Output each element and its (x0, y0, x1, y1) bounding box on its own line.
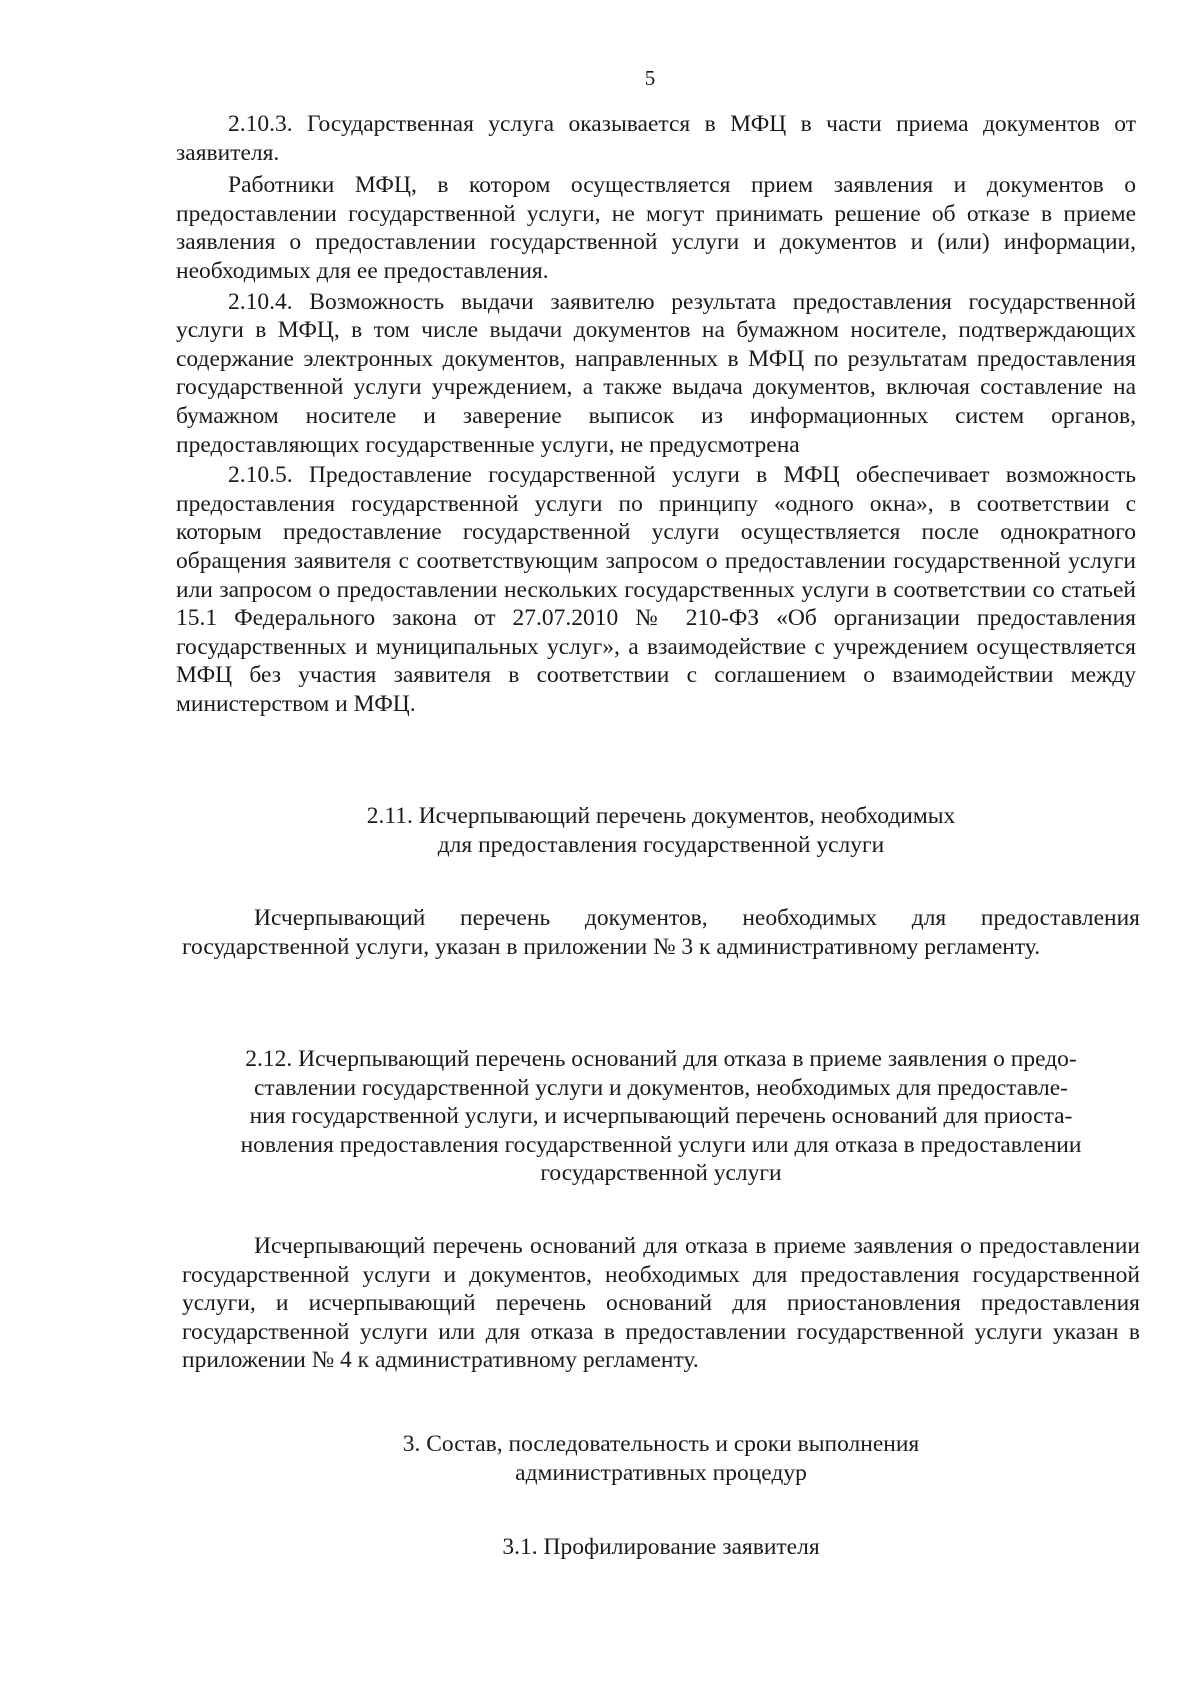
paragraph-2-11: Исчерпывающий перечень документов, необходимых для предоставления государственной услуги, указан в приложении № 3 к административному регламенту. (182, 905, 1140, 960)
section-2-12-text (182, 1232, 1140, 1375)
paragraph-mfc-workers: Работники МФЦ, в котором осуществляется прием заявления и документов о предоставлении государственной услуги, не могут принимать решение об отказе в приеме заявления о предоставлении государственной услуги и документов и (или) информации, необходимых для ее предоставления. (176, 172, 1136, 284)
heading-line: административных процедур (515, 1459, 807, 1486)
paragraph-2-10-4: 2.10.4. Возможность выдачи заявителю результата предоставления государственной услуги в МФЦ, в том числе выдачи документов на бумажном носителе, подтверждающих содержание электронных документов, направленных в МФЦ по результатам предоставления государственной услуги учреждением, а также выдача документов, включая составление на бумажном носителе и заверение выписок из информационных систем органов, предоставляющих государственные услуги, не предусмотрена (176, 288, 1136, 458)
heading-3-1: 3.1. Профилирование заявителя (502, 1534, 820, 1560)
heading-line: 2.11. Исчерпывающий перечень документов, необходимых (366, 803, 956, 829)
heading-line: ставлении государственной услуги и документов, необходимых для предоставле- (253, 1074, 1069, 1101)
page-number: 5 (644, 66, 656, 90)
section-2-11-text (182, 904, 1140, 961)
paragraph-2-10-5: 2.10.5. Предоставление государственной услуги в МФЦ обеспечивает возможность предоставления государственной услуги по принципу «одного окна», в соответствии с которым предоставление государственной услуги осуществляется после однократного обращения заявителя с соответствующим запросом о предоставлении государственной услуги или запросом о предоставлении нескольких государственных услуги в соответствии со статьей 15.1 Федерального закона от 27.07.2010 № 210-ФЗ «Об организации предоставления государственных и муниципальных услуг», а взаимодействие с учреждением осуществляется МФЦ без участия заявителя в соответствии с соглашением о взаимодействии между министерством и МФЦ. (176, 462, 1136, 717)
heading-line: государственной услуги (540, 1160, 782, 1187)
section-2-12-heading (182, 1045, 1140, 1188)
heading-line: 2.12. Исчерпывающий перечень оснований для отказа в приеме заявления о предо- (245, 1046, 1077, 1072)
heading-line: ния государственной услуги, и исчерпывающий перечень оснований для приоста- (249, 1103, 1073, 1130)
section-3-1-heading (182, 1533, 1140, 1562)
body-text-top (176, 110, 1136, 718)
section-2-11-heading (182, 802, 1140, 859)
paragraph-2-10-3: 2.10.3. Государственная услуга оказывается в МФЦ в части приема документов от заявителя. (176, 111, 1136, 166)
heading-line: новления предоставления государственной услуги или для отказа в предоставлении (240, 1131, 1082, 1158)
paragraph-2-12: Исчерпывающий перечень оснований для отказа в приеме заявления о предоставлении государственной услуги и документов, необходимых для предоставления государственной услуги, и исчерпывающий перечень оснований для приостановления предоставления государственной услуги или для отказа в предоставлении государственной услуги указан в приложении № 4 к административному регламенту. (182, 1233, 1140, 1374)
section-3-heading (182, 1430, 1140, 1487)
heading-line: для предоставления государственной услуги (437, 831, 885, 858)
heading-line: 3. Состав, последовательность и сроки выполнения (402, 1431, 920, 1457)
